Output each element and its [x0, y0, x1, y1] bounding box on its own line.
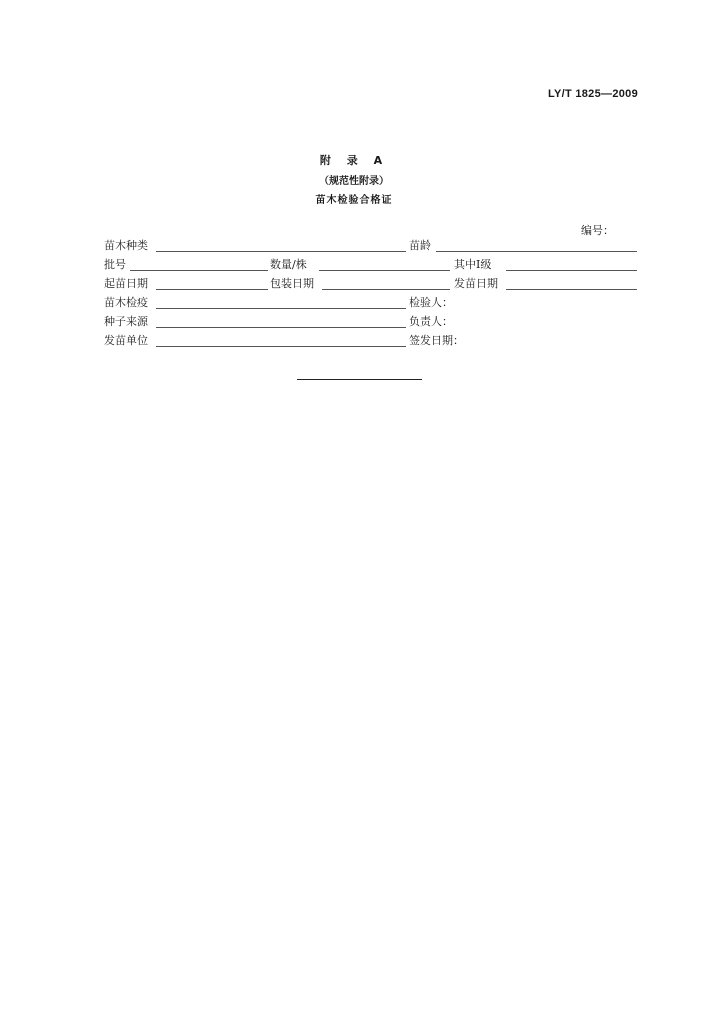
- form-row-seed-source: [104, 315, 637, 333]
- end-rule: [297, 379, 422, 380]
- certificate-title: 苗木检验合格证: [315, 195, 393, 206]
- field-label: 苗龄: [409, 239, 431, 252]
- appendix-title: 附 录 A: [319, 154, 389, 167]
- field-label: 签发日期：: [409, 334, 464, 347]
- field-label: 批号: [104, 258, 126, 271]
- field-label: 苗木种类: [104, 239, 148, 252]
- field-label: 其中Ⅰ级: [454, 258, 492, 271]
- form-row-issuing-unit: [104, 334, 637, 352]
- form-row-seedling-species: [104, 239, 637, 257]
- field-label: 检验人：: [409, 296, 453, 309]
- appendix-subtitle: （规范性附录）: [319, 176, 389, 187]
- field-label: 负责人：: [409, 315, 453, 328]
- fill-line-seedling-species[interactable]: [156, 251, 406, 252]
- serial-number-label: 编号：: [581, 224, 614, 237]
- field-label: 数量/株: [270, 258, 307, 271]
- fill-line-packing-date[interactable]: [322, 289, 450, 290]
- fill-line-issuing-unit[interactable]: [156, 346, 406, 347]
- field-label: 发苗单位: [104, 334, 148, 347]
- field-label: 发苗日期: [454, 277, 498, 290]
- field-label: 苗木检疫: [104, 296, 148, 309]
- fill-line-lifting-date[interactable]: [156, 289, 268, 290]
- field-label: 包装日期: [270, 277, 314, 290]
- fill-line-grade-one[interactable]: [506, 270, 637, 271]
- standard-code: LY/T 1825—2009: [547, 88, 638, 100]
- field-label: 种子来源: [104, 315, 148, 328]
- fill-line-quarantine[interactable]: [156, 308, 406, 309]
- form-row-dates: [104, 277, 637, 295]
- fill-line-seedling-age[interactable]: [436, 251, 637, 252]
- field-label: 起苗日期: [104, 277, 148, 290]
- fill-line-batch-number[interactable]: [130, 270, 268, 271]
- form-row-batch: [104, 258, 637, 276]
- fill-line-seed-source[interactable]: [156, 327, 406, 328]
- fill-line-dispatch-date[interactable]: [506, 289, 637, 290]
- fill-line-quantity[interactable]: [319, 270, 450, 271]
- form-row-quarantine: [104, 296, 637, 314]
